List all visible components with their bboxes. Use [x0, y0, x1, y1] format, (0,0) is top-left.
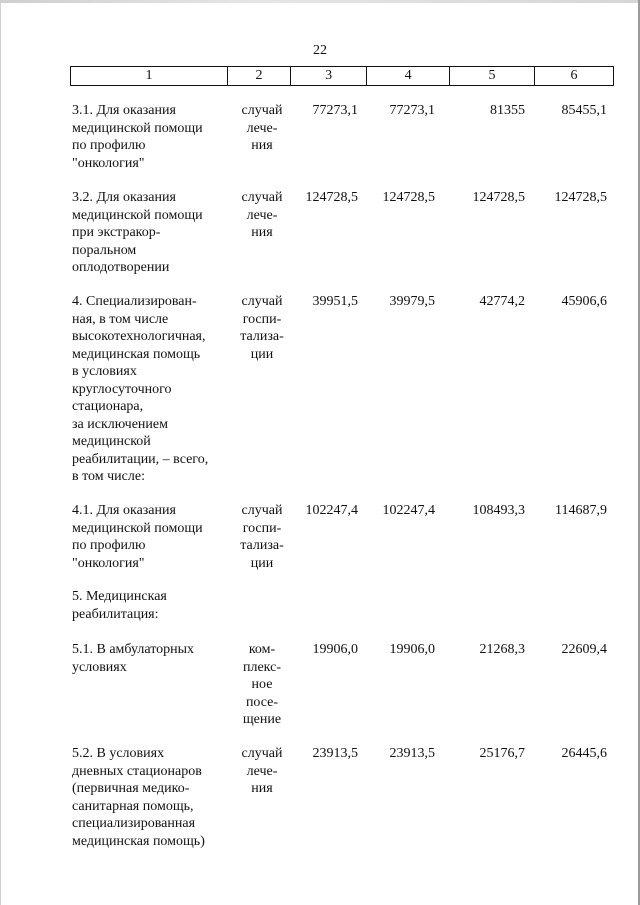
row-name: 5.2. В условиях дневных стационаров (первичная медико- санитарная помощь, специализированная медицинская помощь) — [72, 746, 205, 849]
row-value-col4: 77273,1 — [389, 103, 435, 118]
row-value-col5: 81355 — [490, 103, 525, 118]
column-header-table — [70, 66, 614, 86]
column-header-3: 3 — [291, 67, 367, 86]
row-name: 3.2. Для оказания медицинской помощи при экстракор- поральном оплодотворении — [72, 190, 203, 275]
row-unit: ком- плекс- ное посе- щение — [242, 642, 282, 727]
row-unit: случай госпи- тализа- ции — [240, 294, 284, 362]
row-value-col5: 124728,5 — [472, 190, 525, 205]
row-unit: случай лече- ния — [241, 190, 283, 240]
row-value-col5: 25176,7 — [479, 746, 525, 761]
column-header-4: 4 — [367, 67, 450, 86]
row-name: 3.1. Для оказания медицинской помощи по профилю "онкология" — [72, 103, 203, 171]
row-name: 5. Медицинская реабилитация: — [72, 589, 167, 622]
column-header-2: 2 — [227, 67, 290, 86]
page-left-edge — [0, 0, 1, 905]
row-value-col3: 102247,4 — [305, 503, 358, 518]
row-value-col4: 124728,5 — [382, 190, 435, 205]
page-top-edge — [0, 0, 640, 3]
row-value-col6: 45906,6 — [561, 294, 607, 309]
row-value-col3: 39951,5 — [312, 294, 358, 309]
row-name: 4. Специализирован- ная, в том числе высокотехнологичная, медицинская помощь в условиях круглосуточного стационара, за исключением медицинской реабилитации, – всего, в том числе: — [72, 294, 209, 484]
row-value-col6: 114687,9 — [555, 503, 607, 518]
row-value-col3: 124728,5 — [305, 190, 358, 205]
row-value-col5: 42774,2 — [479, 294, 525, 309]
row-unit: случай госпи- тализа- ции — [240, 503, 284, 571]
row-value-col6: 26445,6 — [561, 746, 607, 761]
row-unit: случай лече- ния — [241, 103, 283, 153]
row-value-col5: 21268,3 — [479, 642, 525, 657]
row-value-col5: 108493,3 — [472, 503, 525, 518]
row-value-col3: 23913,5 — [312, 746, 358, 761]
row-value-col6: 124728,5 — [554, 190, 607, 205]
page-number: 22 — [313, 43, 327, 58]
row-value-col3: 19906,0 — [312, 642, 358, 657]
row-value-col6: 22609,4 — [561, 642, 607, 657]
row-value-col4: 102247,4 — [382, 503, 435, 518]
column-header-1: 1 — [71, 67, 228, 86]
column-header-6: 6 — [534, 67, 613, 86]
row-value-col6: 85455,1 — [561, 103, 607, 118]
row-name: 4.1. Для оказания медицинской помощи по профилю "онкология" — [72, 503, 203, 571]
row-value-col4: 39979,5 — [389, 294, 435, 309]
column-header-5: 5 — [450, 67, 535, 86]
row-value-col4: 23913,5 — [389, 746, 435, 761]
column-header-row — [71, 67, 614, 86]
row-unit: случай лече- ния — [241, 746, 283, 796]
row-name: 5.1. В амбулаторных условиях — [72, 642, 195, 675]
row-value-col4: 19906,0 — [389, 642, 435, 657]
row-value-col3: 77273,1 — [312, 103, 358, 118]
